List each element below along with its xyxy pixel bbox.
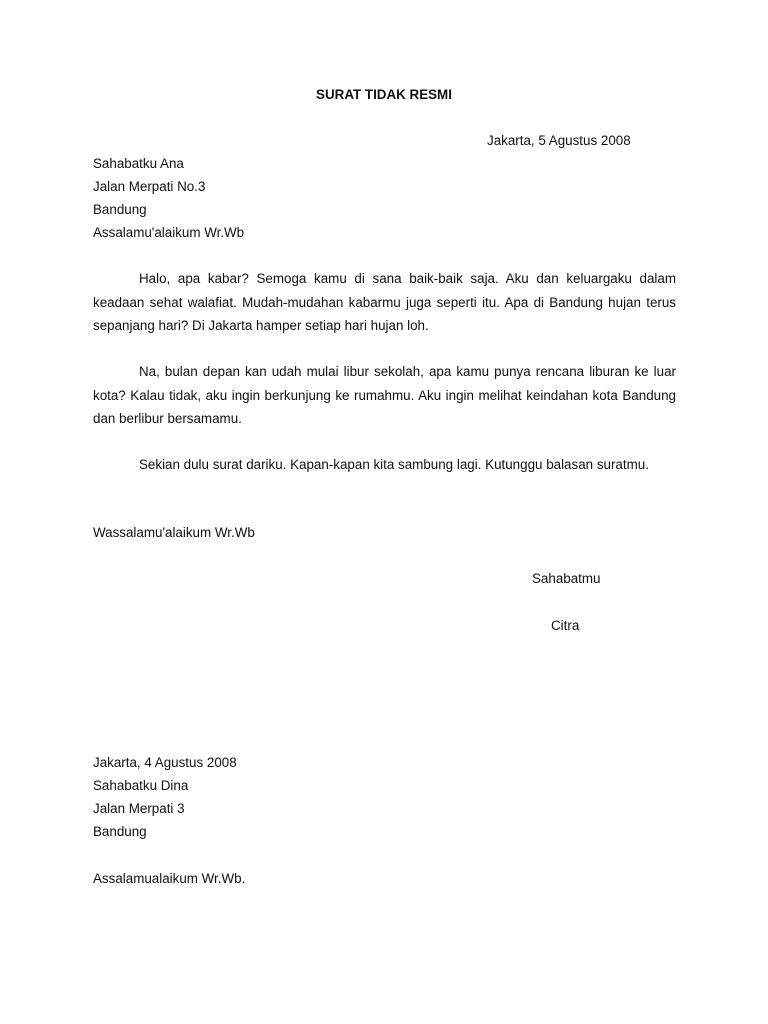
letter-date-place: Jakarta, 5 Agustus 2008 — [487, 133, 631, 148]
second-recipient-name: Sahabatku Dina — [93, 778, 189, 793]
body-paragraph-1: Halo, apa kabar? Semoga kamu di sana baik-baik saja. Aku dan keluargaku dalam keadaan sehat walafiat. Mudah-mudahan kabarmu juga seperti itu. Apa di Bandung hujan terus sepanjang hari? Di Jakarta hamper setiap hari hujan loh. — [93, 271, 676, 333]
opening-greeting: Assalamu'alaikum Wr.Wb — [93, 225, 245, 240]
sender-name: Citra — [551, 618, 580, 633]
letter-title: SURAT TIDAK RESMI — [316, 87, 452, 102]
closing-greeting: Wassalamu'alaikum Wr.Wb — [93, 525, 255, 540]
body-paragraph-2: Na, bulan depan kan udah mulai libur sekolah, apa kamu punya rencana liburan ke luar kota? Kalau tidak, aku ingin berkunjung ke rumahmu. Aku ingin melihat keindahan kota Bandung dan berlibur bersamamu. — [93, 364, 676, 426]
recipient-street: Jalan Merpati No.3 — [93, 179, 206, 194]
closing-phrase: Sahabatmu — [532, 571, 601, 586]
second-recipient-city: Bandung — [93, 824, 147, 839]
recipient-city: Bandung — [93, 202, 147, 217]
body-paragraph-3: Sekian dulu surat dariku. Kapan-kapan kita sambung lagi. Kutunggu balasan suratmu. — [139, 457, 649, 472]
recipient-name: Sahabatku Ana — [93, 156, 184, 171]
second-letter-date-place: Jakarta, 4 Agustus 2008 — [93, 755, 237, 770]
second-opening-greeting: Assalamualaikum Wr.Wb. — [93, 871, 246, 886]
second-recipient-street: Jalan Merpati 3 — [93, 801, 185, 816]
